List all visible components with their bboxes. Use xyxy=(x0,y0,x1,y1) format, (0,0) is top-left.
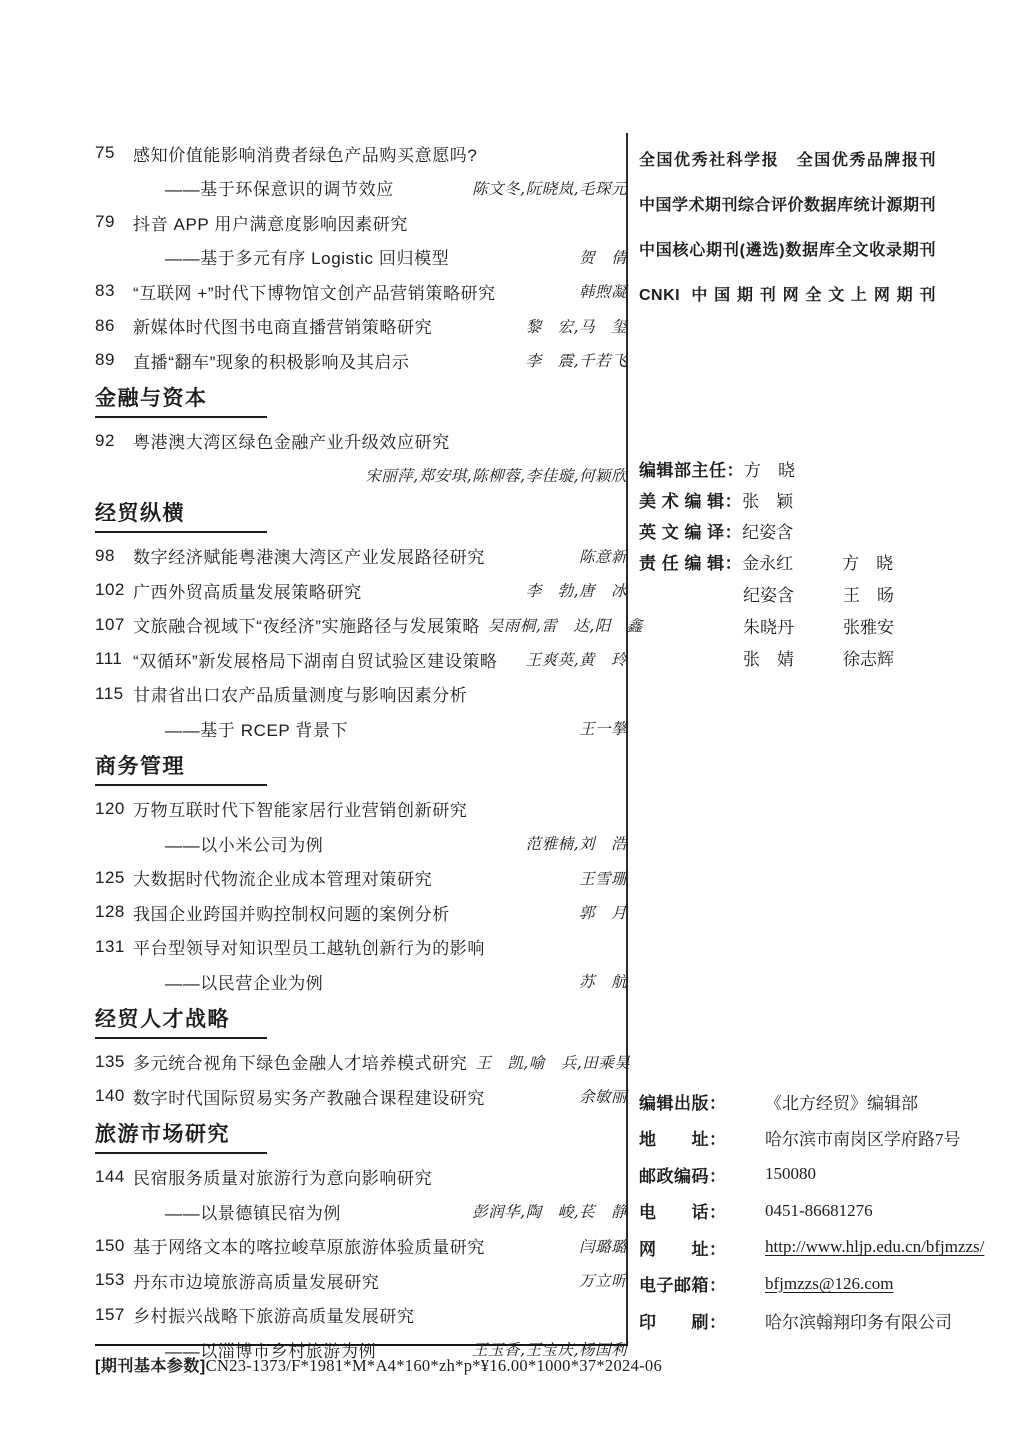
staff-name: 朱晓丹 xyxy=(743,617,794,637)
toc-entry-authors: 李 勃,唐 冰 xyxy=(525,582,627,601)
toc-page-number: 153 xyxy=(95,1270,125,1290)
pub-label: 编辑出版： xyxy=(639,1093,727,1113)
toc-entry xyxy=(95,1160,627,1229)
section-underline xyxy=(95,1037,267,1039)
journal-accolades xyxy=(639,138,936,318)
toc-entry xyxy=(95,309,627,344)
section-header xyxy=(95,1006,627,1039)
pub-value: 0451-86681276 xyxy=(765,1200,873,1220)
section-title: 金融与资本 xyxy=(95,386,208,410)
pub-row-website xyxy=(639,1229,985,1266)
toc-entry-title: 数字时代国际贸易实务产教融合课程建设研究 xyxy=(133,1088,485,1108)
toc-entry-title: 感知价值能影响消费者绿色产品购买意愿吗? xyxy=(133,145,478,165)
staff-name: 方 晓 xyxy=(744,461,795,480)
section-title: 经贸纵横 xyxy=(95,501,185,525)
staff-name: 方 晓 xyxy=(842,554,894,573)
accolade-line: 全国优秀社科学报 全国优秀品牌报刊 xyxy=(639,152,936,169)
toc-entry-authors: 李 震,千若飞 xyxy=(525,352,627,371)
toc-entry-title: 粤港澳大湾区绿色金融产业升级效应研究 xyxy=(133,433,450,453)
staff-row-duty-editors xyxy=(639,577,939,609)
pub-value: 哈尔滨翰翔印务有限公司 xyxy=(765,1312,952,1332)
staff-label: 编辑部主任： xyxy=(639,461,744,480)
toc-entry-authors: 闫璐璐 xyxy=(578,1237,627,1256)
toc-entry-title: 我国企业跨国并购控制权问题的案例分析 xyxy=(133,904,450,924)
pub-label: 网 址： xyxy=(639,1239,727,1259)
toc-page-number: 128 xyxy=(95,902,125,922)
pub-label: 地 址： xyxy=(639,1130,727,1150)
toc-entry-subtitle: ——以淄博市乡村旅游为例 xyxy=(165,1341,377,1361)
parameters-value: CN23-1373/F*1981*M*A4*160*zh*p*¥16.00*1000*37*2024-06 xyxy=(205,1356,663,1375)
toc-entry-title: 平台型领导对知识型员工越轨创新行为的影响 xyxy=(133,939,485,959)
toc-entry xyxy=(95,136,627,205)
toc-entry xyxy=(95,205,627,274)
toc-entry-subtitle: ——基于多元有序 Logistic 回归模型 xyxy=(165,249,450,269)
toc-entry-subtitle: ——以民营企业为例 xyxy=(165,973,324,993)
toc-entry-authors: 王爽英,黄 玲 xyxy=(525,651,627,670)
toc-page-number: 135 xyxy=(95,1051,125,1071)
toc-page-number: 83 xyxy=(95,281,115,301)
toc-entry-title: 广西外贸高质量发展策略研究 xyxy=(133,582,362,602)
toc-entry-subtitle: ——基于 RCEP 背景下 xyxy=(165,720,349,740)
toc-page-number: 120 xyxy=(95,798,125,818)
toc-entry-authors: 余敏丽 xyxy=(578,1088,627,1107)
toc-entry-title: 大数据时代物流企业成本管理对策研究 xyxy=(133,870,433,890)
pub-value: 《北方经贸》编辑部 xyxy=(765,1093,918,1113)
toc-entry-title: 万物互联时代下智能家居行业营销创新研究 xyxy=(133,801,468,821)
section-header xyxy=(95,753,627,786)
staff-name: 王 旸 xyxy=(843,585,894,605)
toc-entry xyxy=(95,792,627,861)
staff-label: 英 文 编 译： xyxy=(639,523,743,542)
section-underline xyxy=(95,531,267,533)
section-header xyxy=(95,385,627,418)
pub-value: 哈尔滨市南岗区学府路7号 xyxy=(765,1130,961,1150)
staff-row-duty-editors xyxy=(639,641,939,673)
publishing-info xyxy=(639,1083,985,1339)
toc-entry xyxy=(95,895,627,930)
toc-page-number: 107 xyxy=(95,614,125,634)
toc-entry xyxy=(95,1229,627,1264)
toc-entry-authors: 范雅楠,刘 浩 xyxy=(525,835,627,854)
toc-entry-authors: 郭 月 xyxy=(578,904,627,923)
toc-page-number: 157 xyxy=(95,1304,125,1324)
toc-entry xyxy=(95,1045,631,1080)
pub-label: 电 话： xyxy=(639,1203,727,1223)
pub-value: 150080 xyxy=(765,1164,816,1184)
staff-row-director xyxy=(639,453,939,484)
toc-entry-title: 抖音 APP 用户满意度影响因素研究 xyxy=(133,214,408,234)
toc-entry-authors: 彭润华,陶 峻,苌 静 xyxy=(472,1203,627,1222)
toc-entry xyxy=(95,677,627,746)
pub-row-phone xyxy=(639,1193,941,1230)
toc-entry xyxy=(95,1263,627,1298)
toc-entry xyxy=(95,274,627,309)
toc-entry-authors: 黎 宏,马 玺 xyxy=(525,317,627,336)
toc-column xyxy=(95,136,643,1367)
pub-label: 电子邮箱： xyxy=(639,1276,727,1296)
toc-entry-authors: 宋丽萍,郑安琪,陈柳蓉,李佳璇,何颖欣 xyxy=(365,467,627,486)
toc-entry-title: “双循环”新发展格局下湖南自贸试验区建设策略 xyxy=(133,651,498,671)
toc-entry xyxy=(95,1079,627,1114)
toc-entry-subtitle: ——以小米公司为例 xyxy=(165,835,324,855)
section-header xyxy=(95,500,627,533)
staff-label: 责 任 编 辑： xyxy=(639,554,743,573)
staff-name: 张 颖 xyxy=(742,492,794,511)
staff-row-art-editor xyxy=(639,484,939,515)
toc-page-number: 79 xyxy=(95,212,115,232)
toc-page-number: 150 xyxy=(95,1235,125,1255)
toc-page-number: 140 xyxy=(95,1086,125,1106)
staff-name: 张雅安 xyxy=(843,617,894,637)
parameters-label: [期刊基本参数] xyxy=(95,1358,206,1375)
toc-entry-authors: 王雪珊 xyxy=(578,869,627,888)
toc-entry xyxy=(95,608,643,643)
section-title: 商务管理 xyxy=(95,754,185,778)
toc-entry-title: 数字经济赋能粤港澳大湾区产业发展路径研究 xyxy=(133,548,485,568)
toc-entry-authors: 韩煦凝 xyxy=(578,283,627,302)
toc-entry-authors: 吴雨桐,雷 达,阳 鑫 xyxy=(487,616,643,635)
section-title: 旅游市场研究 xyxy=(95,1122,230,1146)
toc-entry xyxy=(95,539,627,574)
email-link[interactable]: bfjmzzs@126.com xyxy=(765,1273,894,1293)
staff-name: 纪姿含 xyxy=(742,523,794,542)
section-underline xyxy=(95,416,267,418)
section-underline xyxy=(95,1152,267,1154)
staff-row-english-editor xyxy=(639,515,939,546)
toc-entry-authors: 陈意新 xyxy=(578,547,627,566)
accolade-line: 中国学术期刊综合评价数据库统计源期刊 xyxy=(639,197,937,214)
toc-entry-title: 基于网络文本的喀拉峻草原旅游体验质量研究 xyxy=(133,1238,485,1258)
staff-name: 徐志辉 xyxy=(843,649,894,669)
toc-page-number: 102 xyxy=(95,580,125,600)
toc-entry xyxy=(95,424,627,493)
toc-page-number: 125 xyxy=(95,867,125,887)
toc-page-number: 98 xyxy=(95,545,115,565)
pub-label: 印 刷： xyxy=(639,1312,727,1332)
toc-page-number: 89 xyxy=(95,350,115,370)
toc-entry-title: 多元统合视角下绿色金融人才培养模式研究 xyxy=(133,1054,468,1074)
toc-entry-title: 甘肃省出口农产品质量测度与影响因素分析 xyxy=(133,686,468,706)
staff-name: 张 婧 xyxy=(743,649,794,669)
toc-entry-subtitle: ——基于环保意识的调节效应 xyxy=(165,180,394,200)
toc-entry-authors: 王玉香,王宝庆,杨国利 xyxy=(472,1341,627,1360)
accolade-line: CNKI 中国期刊网全文上网期刊 xyxy=(639,287,936,304)
toc-entry-title: 文旅融合视域下“夜经济”实施路径与发展策略 xyxy=(133,617,480,637)
pub-row-email xyxy=(639,1266,941,1303)
toc-entry-title: “互联网 +”时代下博物馆文创产品营销策略研究 xyxy=(133,283,496,303)
staff-row-duty-editors xyxy=(639,609,939,641)
pub-label: 邮政编码： xyxy=(639,1166,727,1186)
toc-page-number: 86 xyxy=(95,315,115,335)
toc-page-number: 92 xyxy=(95,430,115,450)
staff-name: 纪姿含 xyxy=(743,585,794,605)
staff-name: 金永红 xyxy=(742,554,794,573)
toc-page-number: 131 xyxy=(95,936,125,956)
section-underline xyxy=(95,784,267,786)
toc-page-number: 144 xyxy=(95,1166,125,1186)
pub-row-address xyxy=(639,1120,961,1157)
toc-entry-authors: 王 凯,喻 兵,田乘昊 xyxy=(475,1053,631,1072)
section-title: 经贸人才战略 xyxy=(95,1007,230,1031)
toc-entry-title: 民宿服务质量对旅游行为意向影响研究 xyxy=(133,1169,433,1189)
toc-entry xyxy=(95,861,627,896)
toc-entry xyxy=(95,573,627,608)
toc-entry-title: 新媒体时代图书电商直播营销策略研究 xyxy=(133,318,433,338)
toc-entry-subtitle: ——以景德镇民宿为例 xyxy=(165,1203,341,1223)
pub-row-printer xyxy=(639,1302,952,1339)
accolade-line: 中国核心期刊(遴选)数据库全文收录期刊 xyxy=(639,242,936,259)
toc-entry-authors: 苏 航 xyxy=(578,973,627,992)
toc-page-number: 115 xyxy=(95,683,124,703)
website-link[interactable]: http://www.hljp.edu.cn/bfjmzzs/ xyxy=(765,1237,985,1257)
toc-entry-authors: 贺 倩 xyxy=(578,248,627,267)
toc-page-number: 75 xyxy=(95,143,115,163)
toc-page-number: 111 xyxy=(95,649,123,669)
pub-row-postcode xyxy=(639,1156,941,1193)
editorial-staff xyxy=(639,453,939,673)
staff-row-duty-editors xyxy=(639,546,939,577)
toc-entry-title: 乡村振兴战略下旅游高质量发展研究 xyxy=(133,1307,415,1327)
pub-row-publisher xyxy=(639,1083,941,1120)
toc-entry xyxy=(95,642,627,677)
toc-entry-title: 丹东市边境旅游高质量发展研究 xyxy=(133,1272,380,1292)
toc-entry xyxy=(95,930,627,999)
toc-entry xyxy=(95,343,627,378)
toc-entry-authors: 王一摮 xyxy=(578,720,627,739)
toc-entry-authors: 陈文冬,阮晓岚,毛琛元 xyxy=(472,179,627,198)
journal-parameters-footer xyxy=(95,1344,663,1376)
toc-entry-authors: 万立昕 xyxy=(578,1272,627,1291)
section-header xyxy=(95,1121,627,1154)
toc-entry-title: 直播“翻车”现象的积极影响及其启示 xyxy=(133,352,410,372)
staff-label: 美 术 编 辑： xyxy=(639,492,743,511)
